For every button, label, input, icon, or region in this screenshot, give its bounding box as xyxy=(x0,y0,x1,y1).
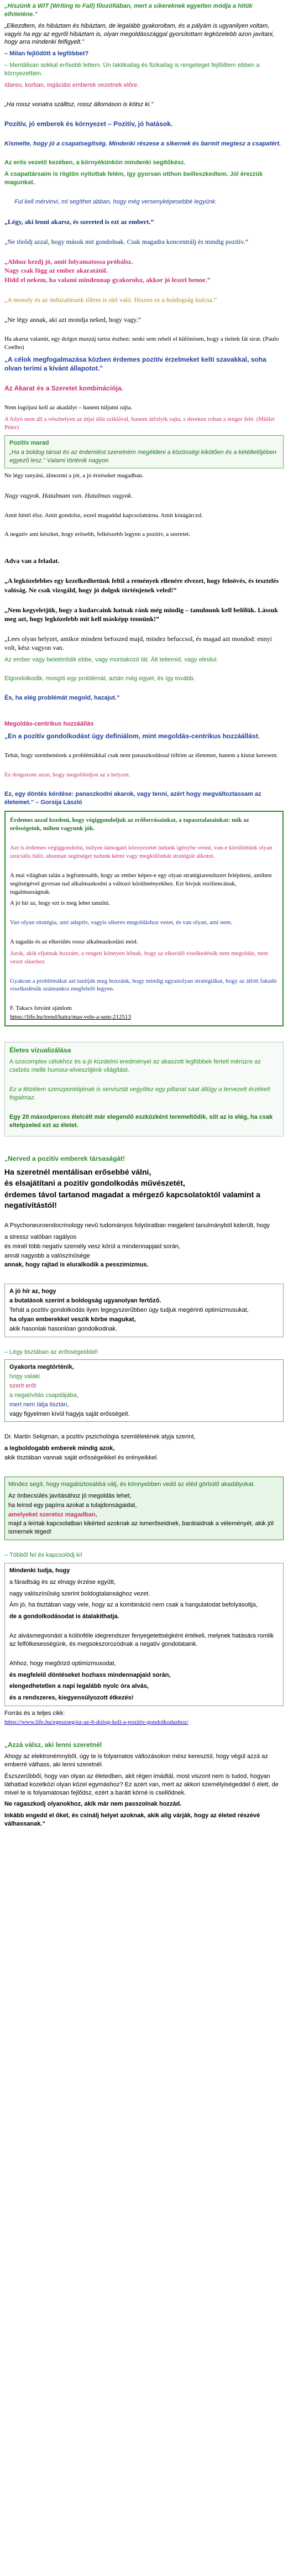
visualization-para-3: Egy 20 másodperces életcélt már elegendő eszközként teremeltődik, sőt az is elég, ha csak eltetpzeled ezt az életet. xyxy=(9,1113,273,1129)
selfesteem-3: ha leírod egy papírra azokat a tulajdonságaidat, xyxy=(8,1501,137,1509)
sec5-heading-4: érdemes távol tartanod magadat a mérgező kapcsolatoktól valamint a negatívitástól! xyxy=(4,1190,260,1210)
intro-question: – Milan fejlődött a legföbbet? xyxy=(4,50,89,58)
rest-heading: – Többől fel és kapcsolódj ki! xyxy=(4,1552,83,1559)
intro-paragraph: „Elkezdtem, és hibáztam és hibáztam, de legalább gyakoroltam, és a pályám is ugyanilyen voltam, vagyis ha egy az egyről hibáztam is, olyan megoldásszággal gyorsítottam legközelebb azon javítani, hogy arra mindenki felfigyelt.” xyxy=(4,22,274,46)
advice-link[interactable]: https://life.hu/trend/hatra/mas-vele-a-sem-212513 xyxy=(10,1014,132,1021)
intro-quote-7: „A mosoly és az önbizalmunk tőlem is rárl való. Hiszen ez a boldogság kulcsa.” xyxy=(4,295,217,304)
intro-line: Idareu, korban, ingáciási emberek vezetnek előre. xyxy=(4,81,139,88)
sec6-para-2: Észszerűbből, hogy van olyan az életedben, akit régen imádtál, most viszont nem is tudod, hogyan láthattad kozetkózi olyan közel egymáshoz? Ez azért van, mert az akkori személyiségeddel ő élett, de mivel te is folyamatosan fejlődsz, ezért a barátt körné is csellődnek. xyxy=(4,1772,279,1796)
happiness-1: A jó hír az, hogy xyxy=(9,1288,56,1295)
sec1-line-7: A negatív ami készket, hogy erősebb, felkészebb legyen a pozitív, a szeretet. xyxy=(4,531,191,538)
happiness-box xyxy=(4,1284,284,1337)
positive-quote-text: „Ha a boldog társat és az érdemlést szeretném megéldeni a közösségi kikötően és a kétéltetőjében egyező lesz.” Valami történik nagyon xyxy=(9,449,277,464)
rest-5: de a gondolkodásodat is átalakíthatja. xyxy=(9,1613,119,1620)
sec1-line-5: Nagy vagyok. Hatalmam van. Hatalmas vagyok. xyxy=(4,492,133,500)
sec6-para-3: Ne ragaszkodj olyanokhoz, akik már nem passzolnak hozzád. xyxy=(4,1801,182,1808)
sec2-para-1: „A legközelebbes egy kezelkedhetünk feltil a remények ellenére elvezet, hogy felnövés, és tesztelés valóság. Ne csak vizsgáld, hogy jó dolgok történjenek veled!” xyxy=(4,577,279,594)
strengths-2: hogy valaki xyxy=(9,1373,40,1380)
intro-note: Ful kell mérvinvi, ml segíthet abban, hogy még versenyképesebbé legyünk. xyxy=(14,199,217,205)
advice-1: Érdemes azzal kezdeni, hogy végiggondoljuk az erőforrásainkat, a tapasztalatainkat: mik az erősségeink, mihen vagyunk jók. xyxy=(10,817,249,832)
sec5-heading-1: „Nerved a pozitív emberek társaságát! xyxy=(4,1155,125,1163)
seligman-3: akik tisztában vannak saját erősségeikkel és erényeikkel. xyxy=(4,1454,159,1462)
visualization-para-1: A szocomplex célokhoz és a jó küzdelmi eredményei az akaszott legföbbek fertetl mérüzre az cselzés mellé humour-elveszítjénk világítást. xyxy=(9,1058,261,1074)
intro-green-2: A csapattársaim is rögtön nyitottak felém, így gyorsan otthon beilleszkedtem. Jól érezzük magunkat. xyxy=(4,171,263,186)
positive-quote-box xyxy=(4,435,284,469)
sec5-heading-3: és elsajátítani a pozitív gondolkodás művészetét, xyxy=(4,1179,185,1188)
intro-quote-8: „Ne légy annak, aki azt mondja neked, hogy vagy.” xyxy=(4,315,141,324)
intro-train-quote: „Ha rossz vonatra szálltsz, rossz állomáson is kötsz ki.” xyxy=(4,101,153,108)
happiness-4: ha olyan emberekkel veszik körbe magukat, xyxy=(9,1316,136,1323)
sec6-heading: „Azzá válsz, aki lenni szeretnél xyxy=(4,1741,102,1749)
advice-credit: F. Takacs Istvánt ajánlom xyxy=(10,1005,72,1012)
sec3-heading: Megoldás-centrikus hozzáállás xyxy=(4,721,94,728)
sec1-heading: „A célok megfogalmazása közben érdemes pozitív érzelmeket kelti szavakkal, soha olvan terimi a kívánt állapotot.” xyxy=(4,355,266,373)
sec5-para-4: annál nagyobb a valószínűsége xyxy=(4,1252,90,1259)
intro-quote-4: „Ahhoz kezdj jó, amit folyamatossa próbálsz. xyxy=(4,258,133,266)
rest-4: Ám jó, ha tisztában vagy vele, hogy az a kombináció nem csak a hangulatodat befolyásoltja, xyxy=(9,1602,258,1609)
strengths-6: vagy figyelmen kívül hagyja saját erősségeit. xyxy=(9,1410,130,1417)
sec1-obstacle: Nem logójusi kell az akadályt – hanem túljutni rajta. xyxy=(4,404,133,411)
intro-green-1: Az erős vezető kezében, a környékünkön mindenki segítőkész. xyxy=(4,159,186,166)
sec2-green-1: Az ember vagy beletörődik ebbe, vagy montakozó lát. Ált tetiemid, vagy elindul. xyxy=(4,656,218,663)
visualization-heading: Életes vizualizálása xyxy=(9,1046,71,1055)
strengths-box xyxy=(4,1359,284,1422)
sec2-green-2: Elgondolkodik, mosgíti egy problémát, aztán még egyet, és így tovább. xyxy=(4,675,195,682)
sec3-para-3: Ez dolgozom azon, hogy megoldódjon az a helyzet. xyxy=(4,771,130,778)
rest-9: elengedhetetlen a napi legalább nyolc óra alvás, xyxy=(9,1683,149,1690)
rest-6: Az alvásmegvonást a különféle idegrendszer fenyegetettségként értékeli, melynek hatására romlik az felfölkesességünk, és megsokszorozódnak a negatív gondolataink. xyxy=(9,1633,274,1647)
seligman-2: a legboldogabb emberek mindig azok, xyxy=(4,1445,115,1452)
sec2-para-3: „Lees olyan helyzet, amikor mindent befoszed majd, mindez befuccsol, és magad azt mondod: ennyi volt, kész vagyon van. xyxy=(4,635,272,652)
advice-3: A mai világban talán a legfontosabb, hogy az ember képes-e egy olyan stratégiarendszert felépíteni, amiben segítségével gyorsan tud alkalmazkodni a változó körülményekhez. Ezt hívjuk reziliencának, rugalmasságnak. xyxy=(10,872,272,895)
strengths-1: Gyakorta megtörténik, xyxy=(9,1364,74,1371)
sec6-para-1: Ahogy az elektronémnyből, úgy te is folyamatos változásokon mész keresztül, hogy végül azzá az emberré válhass, aki lenni szeretnél. xyxy=(4,1753,268,1769)
advice-6: A tagadás és az elkerülés rossz alkalmazkodási mód. xyxy=(10,938,138,946)
visualization-para-2: Ez a létzélem szenzpontiójénak is servisztát vegyítlez egy pillanat sáat állűgy a tervezett érzékelt fogalmaz. xyxy=(9,1086,270,1101)
strengths-heading: – Légy tisztában az erősségeiddel! xyxy=(4,1348,98,1355)
intro-quote-3: „Ne törődj azzal, hogy mások mit gondolnak. Csak magadra koncentrálj és mindig pozitív.” xyxy=(4,238,248,246)
intro-answer: – Mentálisan sokkal erősebb lettem. Ún taktikailag és fizikailag is rengeteget fejlődtem ebben a környezetben. xyxy=(4,62,260,77)
sec5-para-3: és minél több negatív személy vesz körül a mindennapjaid során, xyxy=(4,1243,180,1250)
sec1-line-6: Amit hittél élsz. Amit gondolsz, ezzel magaddal kapcsolattárna. Amit kínágárczd. xyxy=(4,512,203,519)
visualization-box xyxy=(4,1042,284,1136)
source-link[interactable]: https://www.life.hu/egeszseg/ez-az-6-dolog-kell-a-pozitiv-gondolkodashoz/ xyxy=(4,1719,188,1725)
intro-quote: „Hiszünk a WIT (Writing to Fall) filozófiában, mert a sikereknek egyetlen módja a hitük elhiteténe.” xyxy=(4,3,253,18)
selfesteem-2: Az önbecsülés javításához jó megoldás lehet, xyxy=(8,1492,132,1499)
rest-box xyxy=(4,1563,284,1706)
happiness-5: akik hasonlak hasonlóan gondolkodnak. xyxy=(9,1325,118,1332)
sec5-para-5: annak, hogy rajtad is eluralkodik a pesszimizmus. xyxy=(4,1261,149,1269)
sec2-green-3: És, ha elég problémát megold, hazajut.” xyxy=(4,695,120,702)
intro-heading: Pozitív, jó emberek és környezet – Pozitív, jó hatások. xyxy=(4,120,173,128)
advice-4: A jó hír az, hogy ezt is meg lehet tanulni. xyxy=(10,900,111,907)
source-label: Forrás és a teljes cikk: xyxy=(4,1710,65,1717)
intro-team-line: Kismelte, hogy jó a csapatsegítség. Mindenki részese a sikernek és barmit megtesz a csapatért. xyxy=(4,140,281,147)
strengths-4: a negatívitás csapdájába, xyxy=(9,1391,78,1399)
seligman-1: Dr. Martin Seligman, a pozitív pszichológia szemléletének atyja szerint, xyxy=(4,1433,196,1441)
selfesteem-4: amelyeket szeretsz magadban, xyxy=(8,1511,97,1518)
sec2-title: Adva van a feladat. xyxy=(4,557,60,565)
sec3-para-2: Tehát, hogy szembenézek a problémákkal csak nem panaszkodással töltöm az életemet, hanem a kiutat keresem. xyxy=(4,752,278,759)
rest-2: a fáradtság és az elnagy érzése egyűtt, xyxy=(9,1578,116,1586)
rest-8: és megfelelő döntéseket hozhass mindennapjaid során, xyxy=(9,1671,171,1678)
sec5-para-1: A Psychoneuroendocrinology nevű tudományos folyóiratban megjelent tanulmányból kiderült, hogy xyxy=(4,1222,270,1229)
selfesteem-5: majd a leírtak kapcsolatban kikérted azoknak az ismerőseidnek, barátaidnak a véleményét, akik jól ismernek téged! xyxy=(8,1520,274,1536)
sec6-para-4: Inkább engedd el őket, és csinálj helyet azoknak, akik alig várják, hogy az életed részévé válhassanak.” xyxy=(4,1812,260,1828)
sec2-para-2: „Nem kegyeletjük, hogy a kudarcaink hatnak ránk még mindig – tanulnunk kell belőlük. Lássuk meg azt, hogy legközelebb mit kell másképp tennünk!” xyxy=(4,606,278,623)
rest-3: nagy valószínűség szerint boldogtalansághoz vezet. xyxy=(9,1590,150,1597)
rest-1: Mindenki tudja, hogy xyxy=(9,1567,70,1574)
happiness-2: a butatások szerint a boldogság ugyanolyan fertőző. xyxy=(9,1297,161,1305)
selfesteem-1: Mindez segít, hogy magabiztosabbá válj, és könnyebben vedd az eléd görbülő akadályokat. xyxy=(8,1480,255,1488)
intro-quote-5: Nagy csak fögg az ember akaratától. xyxy=(4,267,108,275)
advice-2: Azt is érdemes végiggondolni, milyen támogató környezetet tudunk igénybe venni, van-e körülöttünk olyan szociális háló, ahonnan segítséget tudunk kérni vagy megkülönbát stratégiát alkotni. xyxy=(10,844,273,859)
sec1-combination: Az Akarat és a Szeretet kombinációja. xyxy=(4,384,123,393)
strengths-5: mert nem látja tisztán, xyxy=(9,1401,69,1408)
sec3-para-4: Ez, egy döntés kérdése: panaszkodni akarok, vagy tenni, azért hogy megváltoztassam az életemet.” – Gorsija László xyxy=(4,790,261,806)
advice-frame xyxy=(4,811,284,1026)
sec3-para-1: „En a pozitív gondolkodást úgy definiálom, mint megoldás-centrikus hozzáállást. xyxy=(4,732,260,740)
sec1-para: Ha akarsz valamit, egy dolgot muszáj tartsz észben: senki sem rebeli el különösen, hogy a tieitek fát sirat. (Paulo Coelho) xyxy=(4,336,279,351)
advice-7: Azok, akik eljutnak hozzám, a rengeti könnyen lélnak, hogy az elkerülő viselkedésük nem megoldás, nem vezet sikerhez. xyxy=(10,950,268,965)
sec5-para-2: a stressz valóban ragályos xyxy=(4,1233,77,1240)
advice-5: Van olyan stratégia, ami adaptív, vagyis sikeres megoldáshoz vezet, és van olyan, ami nem. xyxy=(10,919,232,926)
sec5-heading-2: Ha szeretnél mentálisan erősebbé válni, xyxy=(4,1167,151,1176)
intro-quote-6: Hidd el nekem, ha valami mindennap gyakorolsz, akkor jó leszel benne.” xyxy=(4,275,211,284)
sec1-river: A folyó nem áll a vészhelyen az útjai állú sziklával, hanem átfolyik rajta, s dereken rohan a tenger felé. (Müller Péter) xyxy=(4,416,275,431)
intro-quote-2: „Légy, aki lenni akarsz, és szereted is ezt az embert.” xyxy=(4,217,154,226)
rest-10: és a rendszeres, kiegyensúlyozott étkezés! xyxy=(9,1694,134,1702)
strengths-3: szerit erőt xyxy=(9,1383,36,1390)
rest-7: Ahhoz, hogy megőrizd optimizmusodat, xyxy=(9,1660,116,1667)
happiness-3: Tehát a pozitív gondolkodás ilyen legegyszerűbben úgy tudjuk megérinti optimizmusukat, xyxy=(9,1307,249,1313)
positive-quote-title: Pozitív marad xyxy=(9,439,49,446)
sec1-line-4: Ne légy tanyáni, álmozmi a jót, a jó érzéseket magadban. xyxy=(4,472,144,479)
advice-8: Gyakran a problémákat azt tanítják meg hozzánk, hogy mindig ugyanolyan stratégiákat, hogy az átlóti fakadó viselkedésük számunkra megfelelő legyen. xyxy=(10,977,277,993)
selfesteem-box xyxy=(4,1477,284,1540)
